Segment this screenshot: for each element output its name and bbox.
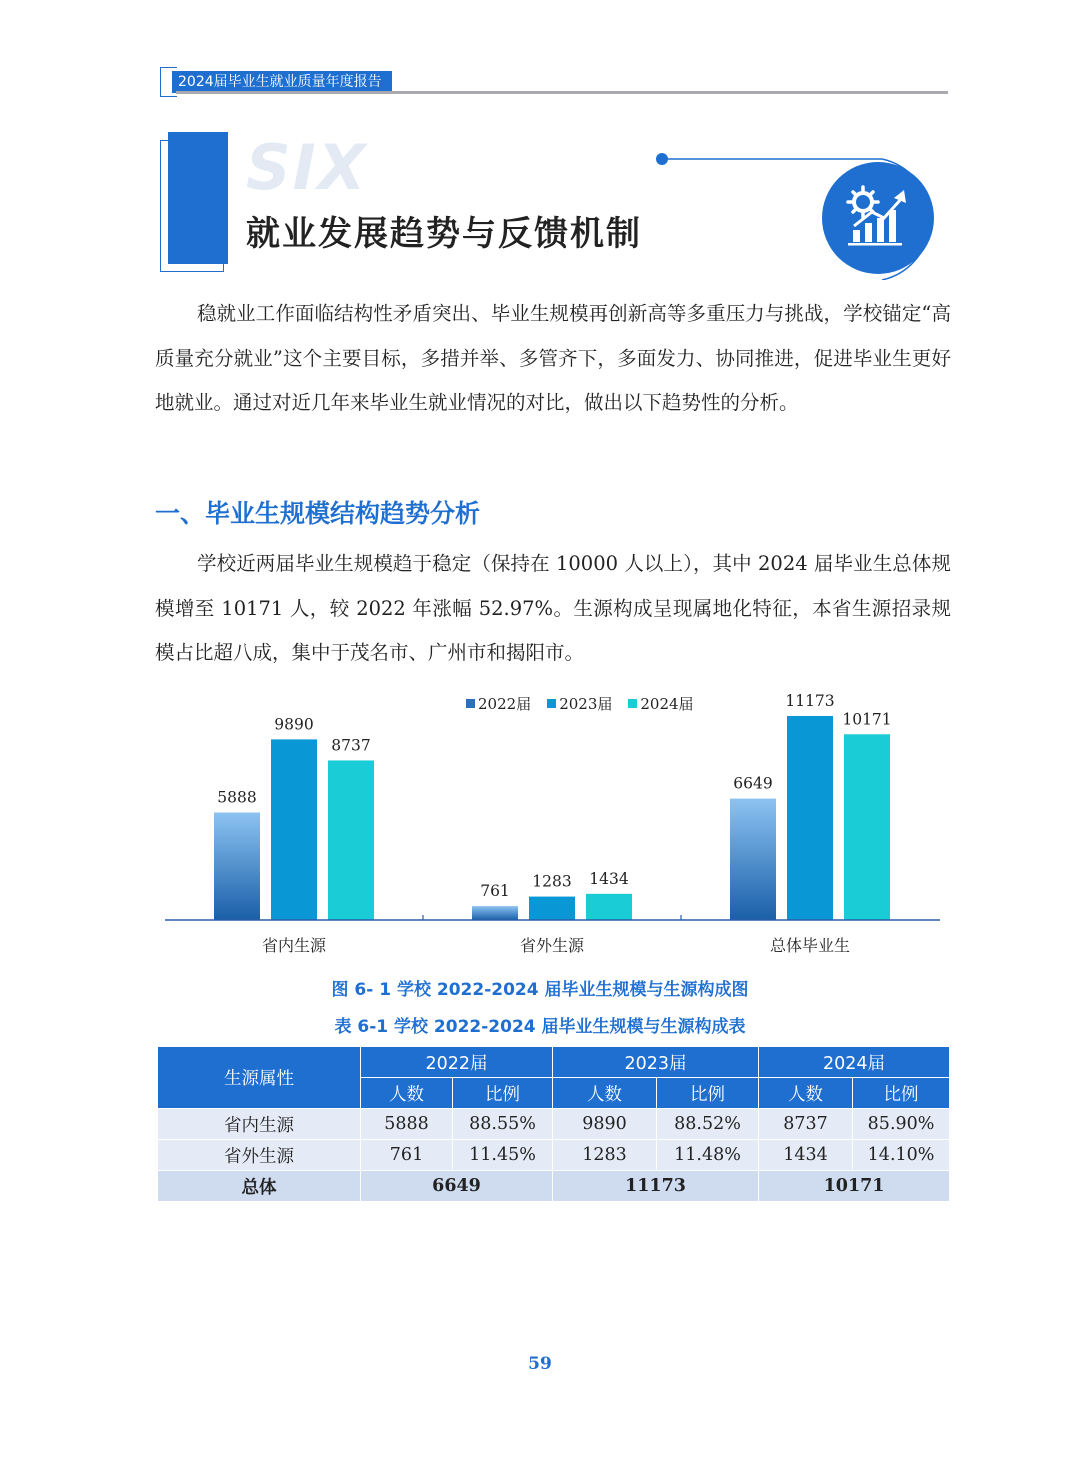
bar-2023届-省外生源 [529,897,575,920]
bar-2023届-省内生源 [271,739,317,920]
table-row [158,1109,950,1140]
row-label: 总体 [158,1171,361,1202]
bar-chart [150,690,950,965]
sub-header: 比例 [657,1078,759,1109]
bar-2022届-总体毕业生 [730,799,776,920]
source-table [157,1046,950,1202]
sub-header: 比例 [453,1078,553,1109]
total-cell: 10171 [759,1171,950,1202]
data-label: 11173 [785,691,835,710]
data-label: 6649 [733,774,773,793]
data-label: 5888 [217,788,257,807]
total-cell: 11173 [553,1171,759,1202]
data-label: 1434 [589,869,629,888]
bar-2024届-总体毕业生 [844,734,890,920]
data-label: 9890 [274,715,314,734]
section-title: 一、毕业生规模结构趋势分析 [155,499,481,528]
bar-2023届-总体毕业生 [787,716,833,920]
row-label: 省内生源 [158,1109,361,1140]
table-cell: 88.52% [657,1109,759,1140]
banner-decoration [650,140,950,280]
report-title: 2024届毕业生就业质量年度报告 [172,71,392,93]
data-label: 8737 [331,736,371,755]
bar-2024届-省内生源 [328,760,374,920]
table-cell: 1434 [759,1140,853,1171]
sub-header: 人数 [553,1078,657,1109]
page-number: 59 [528,1354,552,1374]
category-label: 省内生源 [261,936,327,955]
total-cell: 6649 [361,1171,553,1202]
bar-2022届-省外生源 [472,906,518,920]
table-row-total [158,1171,950,1202]
header-rule [176,91,948,94]
data-label: 10171 [842,710,892,729]
col-header-year: 2022届 [361,1047,553,1078]
chapter-title: 就业发展趋势与反馈机制 [246,214,642,254]
sub-header: 人数 [759,1078,853,1109]
category-label: 省外生源 [519,936,585,955]
table-row [158,1140,950,1171]
table-cell: 9890 [553,1109,657,1140]
intro-paragraph: 稳就业工作面临结构性矛盾突出、毕业生规模再创新高等多重压力与挑战，学校锚定“高质量充分就业”这个主要目标，多措并举、多管齐下，多面发力、协同推进，促进毕业生更好地就业。通过对近几年来毕业生就业情况的对比，做出以下趋势性的分析。 [155,302,951,414]
table-cell: 5888 [361,1109,453,1140]
figure-caption: 图 6- 1 学校 2022-2024 届毕业生规模与生源构成图 [331,980,749,1000]
col-header-year: 2024届 [759,1047,950,1078]
table-cell: 1283 [553,1140,657,1171]
row-label: 省外生源 [158,1140,361,1171]
section-paragraph: 学校近两届毕业生规模趋于稳定（保持在 10000 人以上），其中 2024 届毕业生总体规模增至 10171 人，较 2022 年涨幅 52.97%。生源构成呈现属地化特征，本省生源招录规模占比超八成，集中于茂名市、广州市和揭阳市。 [155,552,951,664]
col-header-attr: 生源属性 [158,1047,361,1109]
col-header-year: 2023届 [553,1047,759,1078]
table-cell: 14.10% [853,1140,950,1171]
table-cell: 11.45% [453,1140,553,1171]
legend-label: 2022届 [478,695,532,713]
category-label: 总体毕业生 [769,936,851,955]
table-cell: 11.48% [657,1140,759,1171]
table-cell: 88.55% [453,1109,553,1140]
sub-header: 比例 [853,1078,950,1109]
bar-2024届-省外生源 [586,894,632,920]
table-caption: 表 6-1 学校 2022-2024 届毕业生规模与生源构成表 [334,1017,746,1037]
chapter-number: SIX [246,131,368,204]
table-cell: 761 [361,1140,453,1171]
data-label: 761 [480,882,510,901]
table-cell: 8737 [759,1109,853,1140]
sub-header: 人数 [361,1078,453,1109]
table-cell: 85.90% [853,1109,950,1140]
legend-label: 2024届 [640,695,694,713]
bar-2022届-省内生源 [214,812,260,920]
banner-block [168,132,228,264]
data-label: 1283 [532,872,572,891]
legend-label: 2023届 [559,695,613,713]
